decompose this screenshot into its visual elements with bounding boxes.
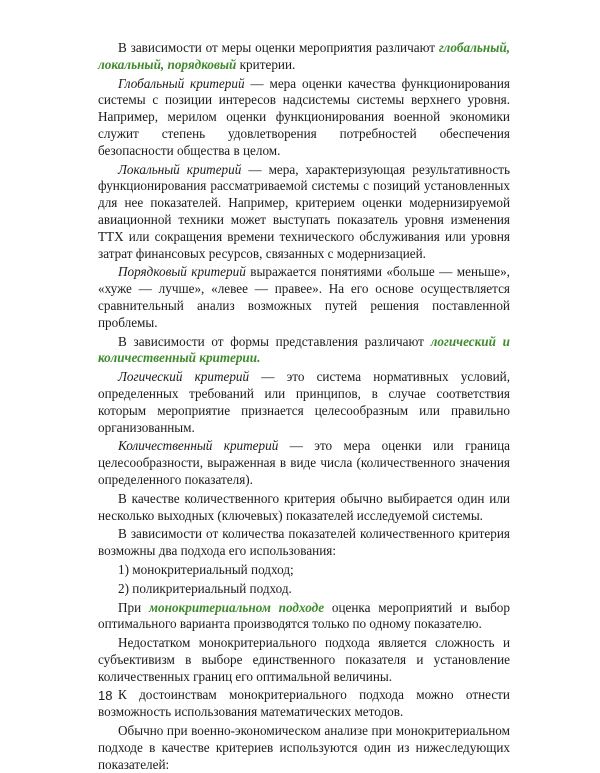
paragraph: Локальный критерий — мера, характеризующая результативность функционирования рассматриваемой системы с позиций установленных для нее показателей. Например, критерием оценки модернизируемой авиационной техники может выступать показатель уровня изменения ТТХ или сокращения времени технического обслуживания или уровня затрат финансовых ресурсов, связанных с модернизацией. <box>98 161 510 261</box>
list-item: 2) поликритериальный подход. <box>118 580 292 596</box>
highlighted-term: монокритериальном подходе <box>149 599 325 615</box>
paragraph: Логический критерий — это система нормативных условий, определенных требований или принципов, в случае соответствия которым мероприятие признается целесообразным или правильно организованным. <box>98 369 510 435</box>
page-body <box>98 40 510 773</box>
paragraph: В зависимости от количества показателей количественного критерия возможны два подхода его использования: <box>98 526 510 559</box>
paragraph: При монокритериальном подходе оценка мероприятий и выбор оптимального варианта производятся только по одному показателю. <box>98 599 510 632</box>
paragraph: Обычно при военно-экономическом анализе при монокритериальном подходе в качестве критериев используются один из нижеследующих показателей: <box>98 723 510 772</box>
term: Количественный критерий <box>118 438 279 454</box>
term: Глобальный критерий <box>118 75 245 91</box>
term: Порядковый критерий <box>118 264 246 280</box>
highlighted-term: глобальный, локальный, порядковый <box>98 40 510 72</box>
paragraph: В качестве количественного критерия обычно выбирается один или несколько выходных (ключевых) показателей исследуемой системы. <box>98 490 510 523</box>
paragraph: Недостатком монокритериального подхода является сложность и субъективизм в выборе единственного показателя и установление количественных границ его оптимальной величины. <box>98 635 510 684</box>
page-number: 18 <box>98 688 113 703</box>
paragraph: Порядковый критерий выражается понятиями «больше — меньше», «хуже — лучше», «левее — правее». На его основе осуществляется сравнительный анализ возможных путей решения поставленной проблемы. <box>98 264 510 330</box>
paragraph: Количественный критерий — это мера оценки или граница целесообразности, выраженная в виде числа (количественного значения определенного показателя). <box>98 438 510 487</box>
term: Локальный критерий <box>118 161 242 177</box>
list-item: 1) монокритериальный подход; <box>118 561 294 577</box>
highlighted-term: логический и количественный критерии. <box>98 333 510 366</box>
paragraph: В зависимости от меры оценки мероприятия различают глобальный, локальный, порядковый критерии. <box>98 40 510 72</box>
paragraph: К достоинствам монокритериального подхода можно отнести возможность использования математических методов. <box>98 687 510 720</box>
term: Логический критерий <box>118 369 250 385</box>
paragraph: В зависимости от формы представления различают логический и количественный критерии. <box>98 333 510 366</box>
paragraph: Глобальный критерий — мера оценки качества функционирования системы с позиции интересов надсистемы системы верхнего уровня. Например, мерилом оценки функционирования военной экономики служит степень удовлетворения потребностей обеспечения безопасности общества в целом. <box>98 75 510 158</box>
